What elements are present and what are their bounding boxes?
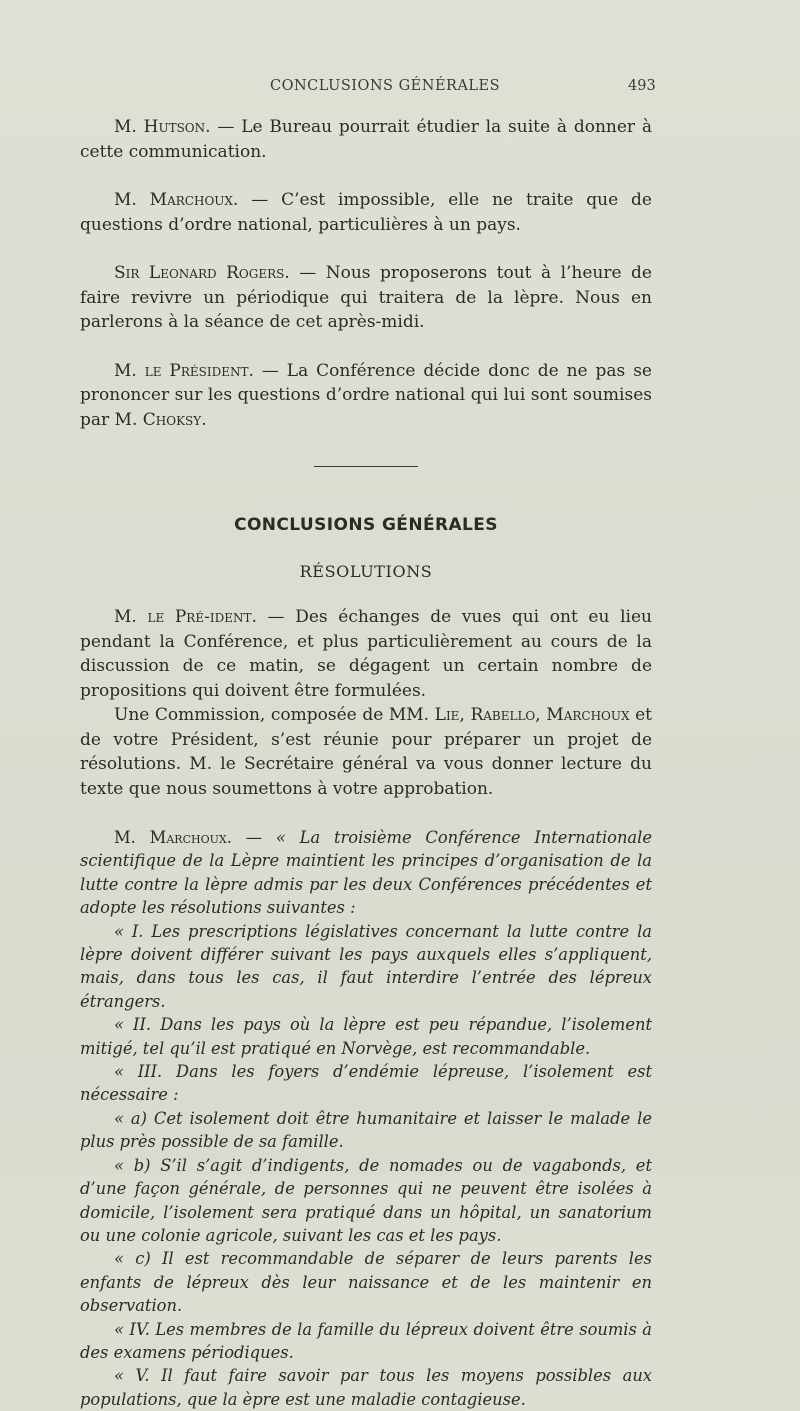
paragraph-marchoux-reading [80, 826, 652, 920]
resolution-item: « c) Il est recommandable de séparer de leurs parents les enfants de lépreux dès leur naissance et de les maintenir en observation. [80, 1249, 652, 1316]
resolution-item: « b) S’il s’agit d’indigents, de nomades ou de vagabonds, et d’une façon générale, de personnes qui ne peuvent être isolées à domicile, l’isolement sera pratiqué dans un hôpital, un sanatorium ou une colonie agricole, suivant les cas et les pays. [80, 1155, 652, 1245]
resolution-item: « III. Dans les foyers d’endémie lépreuse, l’isolement est nécessaire : [80, 1062, 652, 1105]
page-body [80, 115, 652, 1411]
paragraph-commission [80, 703, 652, 801]
speech-text: — Des échanges de vues qui ont eu lieu pendant la Conférence, et plus particulièrement au cours de la discussion de ce matin, se dégagent un certain nombre de propositions qui doivent être formulées. [80, 607, 652, 701]
speech-text: — Le Bureau pourrait étudier la suite à donner à cette communication. [80, 117, 652, 162]
separator: , [535, 705, 547, 725]
speech-text: — Nous proposerons tout à l’heure de faire revivre un périodique qui traitera de la lèpre. Nous en parlerons à la séance de cet après-midi. [80, 263, 652, 332]
speech-text: et de votre Président, s’est réunie pour préparer un projet de résolutions. M. le Secrétaire général va vous donner lecture du texte que nous soumettons à votre approbation. [80, 705, 653, 799]
resolution-intro: — « La troisième Conférence Internationale scientifique de la Lèpre maintient les principes d’organisation de la lutte contre la lèpre admis par les deux Conférences précédentes et adopte les résolutions suivantes : [80, 828, 652, 918]
resolutions-block [80, 826, 652, 1411]
section-divider [314, 466, 418, 467]
resolution-item: « II. Dans les pays où la lèpre est peu répandue, l’isolement mitigé, tel qu’il est pratiqué en Norvège, est recommandable. [80, 1015, 652, 1058]
running-title: CONCLUSIONS GÉNÉRALES [270, 78, 501, 94]
resolution-item: « I. Les prescriptions législatives concernant la lutte contre la lèpre doivent différer suivant les pays auxquels elles s’appliquent, mais, dans tous les cas, il faut interdire l’entrée des lépreux étrangers. [80, 921, 652, 1011]
member-name: Marchoux [546, 705, 630, 725]
running-head [0, 78, 800, 102]
member-name: Lie [434, 705, 460, 725]
speaker-name: M. Hutson. [114, 117, 211, 137]
paragraph-hutson [80, 115, 652, 164]
speaker-name: M. Marchoux. [114, 190, 239, 210]
paragraph-marchoux [80, 188, 652, 237]
speech-text: — C’est impossible, elle ne traite que de questions d’ordre national, particulières à un pays. [80, 190, 652, 235]
resolution-item: « a) Cet isolement doit être humanitaire et laisser le malade le plus près possible de sa famille. [80, 1108, 652, 1152]
subsection-title: RÉSOLUTIONS [299, 562, 433, 581]
speech-text: — La Conférence décide donc de ne pas se prononcer sur les questions d’ordre national qui lui sont soumises par M. [80, 360, 652, 430]
speaker-name: M. le Président. [114, 360, 254, 381]
member-name: Rabello [470, 705, 536, 725]
paragraph-rogers [80, 261, 652, 335]
resolution-item: « V. Il faut faire savoir par tous les moyens possibles aux populations, que la èpre est une maladie contagieuse. [80, 1366, 652, 1409]
speaker-name: M. Marchoux. [114, 828, 232, 847]
page-number: 493 [628, 78, 656, 94]
speaker-name: Sir Leonard Rogers. [114, 263, 290, 283]
separator: , [459, 705, 471, 725]
speaker-name: M. le Pré-ident. [114, 607, 257, 627]
speech-text-end: . [201, 409, 207, 430]
speech-text: Une Commission, composée de MM. [114, 705, 435, 725]
resolution-item: « IV. Les membres de la famille du lépreux doivent être soumis à des examens périodiques. [80, 1319, 652, 1362]
section-title: CONCLUSIONS GÉNÉRALES [234, 515, 498, 535]
person-name: Choksy [142, 409, 202, 430]
paragraph-president-statement [80, 605, 652, 703]
paragraph-president [80, 359, 652, 433]
